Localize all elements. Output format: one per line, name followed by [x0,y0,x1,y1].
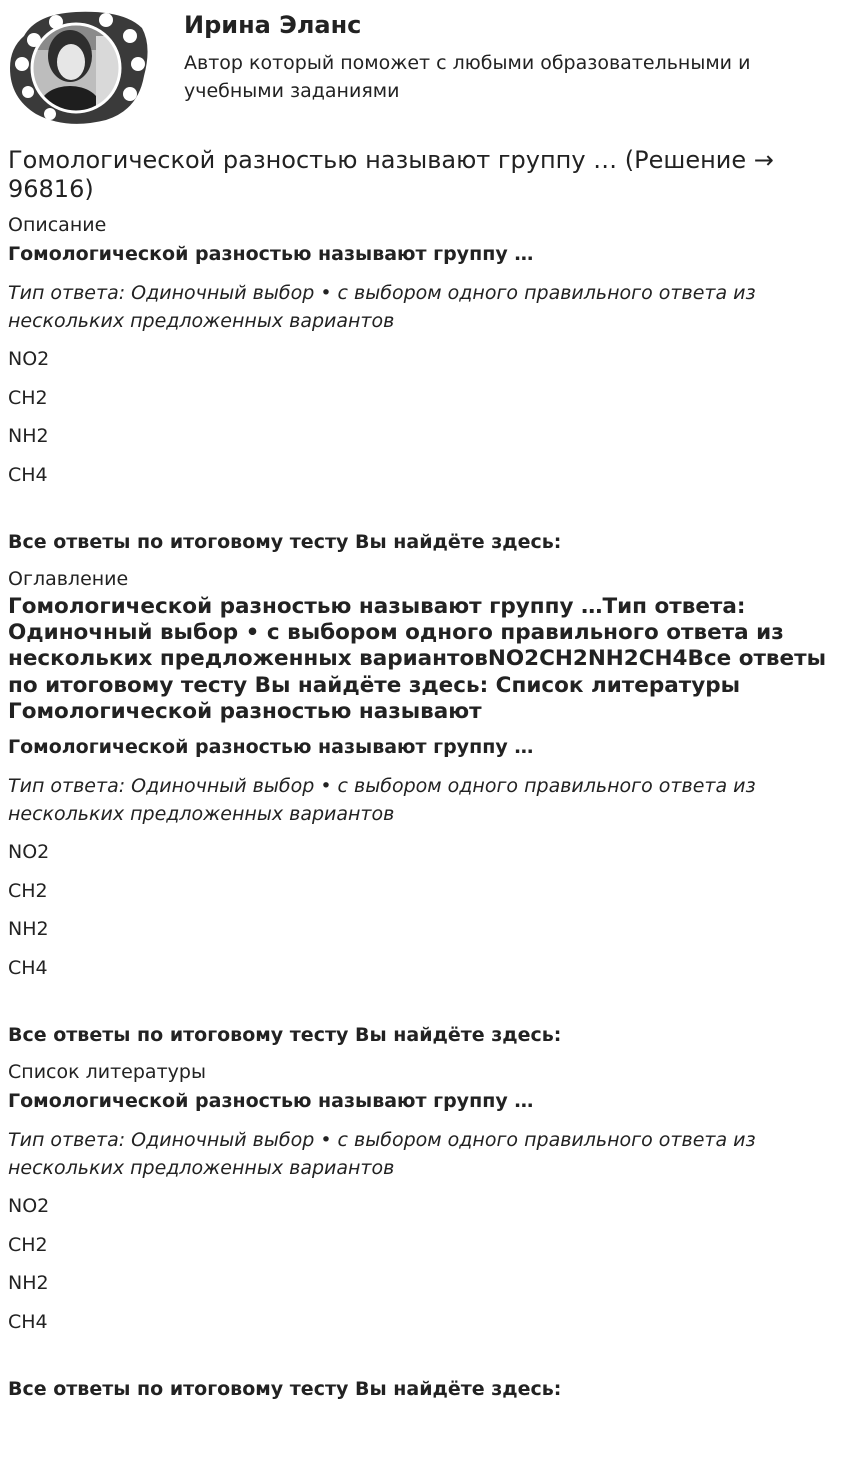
author-description: Автор который поможет с любыми образовательными и учебными заданиями [184,52,751,102]
page-title: Гомологической разностью называют группу … (Решение → 96816) [8,146,774,203]
question-text: Гомологической разностью называют группу … [8,243,534,265]
toc-label: Оглавление [8,568,129,590]
answers-line: Все ответы по итоговому тесту Вы найдёте здесь: [8,531,562,553]
author-header [0,0,847,140]
avatar [6,6,152,126]
answers-line: Все ответы по итоговому тесту Вы найдёте здесь: [8,1024,562,1047]
question-type: Тип ответа: Одиночный выбор • с выбором одного правильного ответа из нескольких предложенных вариантов [8,1129,756,1180]
option-no2: NO2 [8,1195,50,1218]
option-nh2: NH2 [8,1272,49,1295]
option-no2: NO2 [8,841,50,864]
toc-section [8,565,838,1050]
option-nh2: NH2 [8,918,49,941]
spacer [8,499,838,528]
question-text: Гомологической разностью называют группу … [8,1090,534,1113]
description-label: Описание [8,214,107,236]
question-text: Гомологической разностью называют группу … [8,736,534,759]
literature-label: Список литературы [8,1061,206,1084]
answers-line: Все ответы по итоговому тесту Вы найдёте здесь: [8,1378,562,1401]
option-ch2: CH2 [8,1233,48,1256]
question-type: Тип ответа: Одиночный выбор • с выбором одного правильного ответа из нескольких предложенных вариантов [8,775,756,826]
toc-text: Гомологической разностью называют группу …Тип ответа: Одиночный выбор • с выбором одного правильного ответа из нескольких предложенных вариантовNO2CH2NH2CH4Все ответы по итоговому тесту Вы найдёте здесь: Список литературы Гомологической разностью называют [8,594,827,724]
main-content [8,146,838,1412]
spacer [8,1346,838,1375]
option-ch2: CH2 [8,879,48,902]
option-nh2: NH2 [8,425,49,447]
option-ch4: CH4 [8,1310,48,1333]
option-ch2: CH2 [8,386,48,409]
option-no2: NO2 [8,348,50,370]
literature-section [8,1058,838,1404]
option-ch4: CH4 [8,956,48,979]
question-type: Тип ответа: Одиночный выбор • с выбором одного правильного ответа из нескольких предложенных вариантов [8,282,756,332]
author-name: Ирина Эланс [184,11,362,39]
option-ch4: CH4 [8,463,48,486]
description-section [8,211,838,557]
spacer [8,992,838,1021]
